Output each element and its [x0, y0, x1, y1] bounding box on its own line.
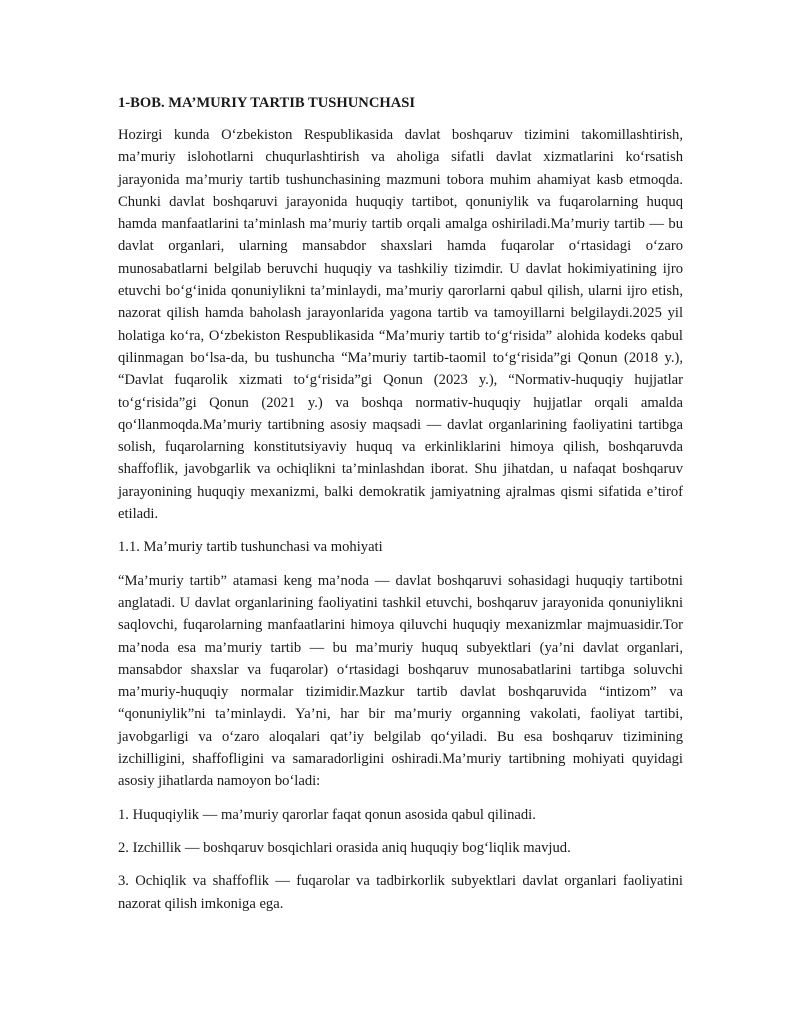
section-title: 1.1. Ma’muriy tartib tushunchasi va mohiyati	[118, 539, 383, 556]
list-item: 1. Huquqiylik — ma’muriy qarorlar faqat qonun asosida qabul qilinadi.	[118, 806, 536, 823]
list-item: 2. Izchillik — boshqaruv bosqichlari orasida aniq huquqiy bog‘liqlik mavjud.	[118, 839, 571, 856]
document-page	[118, 92, 683, 926]
list-item: 3. Ochiqlik va shaffoflik — fuqarolar va tadbirkorlik subyektlari davlat organlari faoliyatini nazorat qilish imkoniga ega.	[118, 873, 683, 912]
section-paragraph: “Ma’muriy tartib” atamasi keng ma’noda — davlat boshqaruvi sohasidagi huquqiy tartibotni anglatadi. U davlat organlarining faoliyatini tashkil etuvchi, boshqaruv jarayonida qonuniylikni saqlovchi, fuqarolarning manfaatlarini himoya qiluvchi huquqiy mexanizmlar majmuasidir.Tor ma’noda esa ma’muriy tartib — bu ma’muriy huquq subyektlari (ya’ni davlat organlari, mansabdor shaxslar va fuqarolar) o‘rtasidagi boshqaruv munosabatlarini tartibga soluvchi ma’muriy-huquqiy normalar tizimidir.Mazkur tartib davlat boshqaruvida “intizom” va “qonuniylik”ni ta’minlaydi. Ya’ni, har bir ma’muriy organning vakolati, faoliyat tartibi, javobgarligi va o‘zaro aloqalari qat’iy belgilab qo‘yiladi. Bu esa boshqaruv tizimining izchilligini, shaffofligini va samaradorligini oshiradi.Ma’muriy tartibning mohiyati quyidagi asosiy jihatlarda namoyon bo‘ladi:	[118, 572, 683, 790]
chapter-title: 1-BOB. MA’MURIY TARTIB TUSHUNCHASI	[118, 95, 416, 111]
intro-paragraph: Hozirgi kunda O‘zbekiston Respublikasida davlat boshqaruv tizimini takomillashtirish, ma’muriy islohotlarni chuqurlashtirish va aholiga sifatli davlat xizmatlarini ko‘rsatish jarayonida ma’muriy tartib tushunchasining mazmuni tobora muhim ahamiyat kasb etmoqda. Chunki davlat boshqaruvi jarayonida huquqiy tartibot, qonuniylik va fuqarolarning huquq hamda manfaatlarini ta’minlash ma’muriy tartib orqali amalga oshiriladi.Ma’muriy tartib — bu davlat organlari, ularning mansabdor shaxslari hamda fuqarolar o‘rtasidagi o‘zaro munosabatlarni belgilab beruvchi huquqiy va tashkiliy tizimdir. U davlat hokimiyatining ijro etuvchi bo‘g‘inida qonuniylikni ta’minlaydi, ma’muriy qarorlarni qabul qilish, ularni ijro etish, nazorat qilish hamda baholash jarayonlarida yagona tartib va tamoyillarni belgilaydi.2025 yil holatiga ko‘ra, O‘zbekiston Respublikasida “Ma’muriy tartib to‘g‘risida” alohida kodeks qabul qilinmagan bo‘lsa-da, bu tushuncha “Ma’muriy tartib-taomil to‘g‘risida”gi Qonun (2018 y.), “Davlat fuqarolik xizmati to‘g‘risida”gi Qonun (2023 y.), “Normativ-huquqiy hujjatlar to‘g‘risida”gi Qonun (2021 y.) va boshqa normativ-huquqiy hujjatlar orqali amalda qo‘llanmoqda.Ma’muriy tartibning asosiy maqsadi — davlat organlarining faoliyatini tartibga solish, fuqarolarning konstitutsiyaviy huquq va erkinliklarini himoya qilish, boshqaruvda shaffoflik, javobgarlik va ochiqlikni ta’minlashdan iborat. Shu jihatdan, u nafaqat boshqaruv jarayonining huquqiy mexanizmi, balki demokratik jamiyatning ajralmas qismi sifatida e’tirof etiladi.	[118, 127, 683, 523]
